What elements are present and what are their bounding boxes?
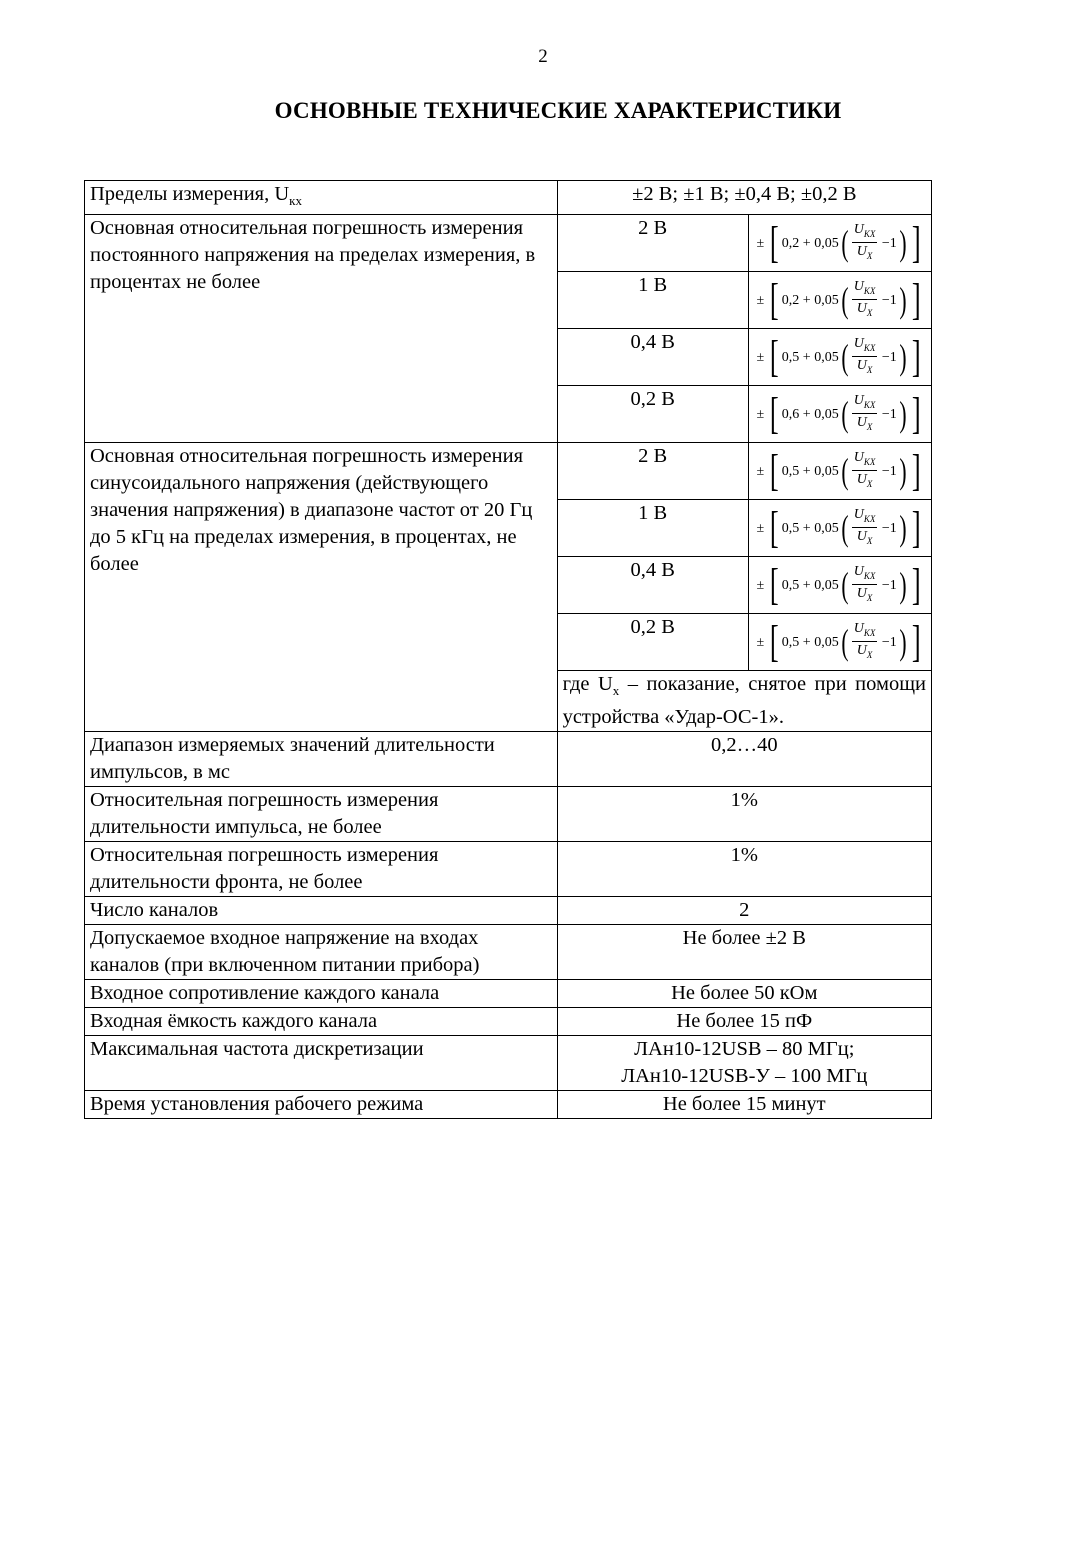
formula-cell: [748, 500, 931, 557]
label-cell: [85, 181, 558, 215]
error-formula: ± [ 0,2 + 0,05 ( $\frac{U_{KX}}{U_X}$ −1 ) ]: [756, 275, 921, 325]
range-cell: 2 В: [557, 215, 748, 272]
limits-label: Пределы измерения, U: [90, 183, 290, 205]
value-cell: Не более ±2 В: [557, 925, 931, 980]
label-cell: Время установления рабочего режима: [85, 1091, 558, 1119]
value-cell: Не более 50 кОм: [557, 980, 931, 1008]
error-formula: ± [ 0,5 + 0,05 ( $\frac{U_{KX}}{U_X}$ −1 ) ]: [756, 332, 921, 382]
plus-minus: ±: [756, 235, 765, 251]
label-cell: Число каналов: [85, 897, 558, 925]
dc-error-label: Основная относительная погрешность измерения постоянного напряжения на пределах измерения, в процентах не более: [85, 215, 558, 443]
label-cell: Входное сопротивление каждого канала: [85, 980, 558, 1008]
formula-cell: [748, 557, 931, 614]
error-formula: ± [ 0,5 + 0,05 ( $\frac{U_{KX}}{U_X}$ −1 ) ]: [756, 446, 921, 496]
label-cell: Относительная погрешность измерения длительности фронта, не более: [85, 842, 558, 897]
formula-cell: [748, 215, 931, 272]
value-cell: [557, 1036, 931, 1091]
label-cell: Допускаемое входное напряжение на входах каналов (при включенном питании прибора): [85, 925, 558, 980]
error-formula: ± [ 0,6 + 0,05 ( $\frac{U_{KX}}{U_X}$ −1 ) ]: [756, 389, 921, 439]
label-cell: Входная ёмкость каждого канала: [85, 1008, 558, 1036]
table-row: [85, 842, 932, 897]
table-row: [85, 787, 932, 842]
sampling-rate-line-2: ЛАн10-12USB-У – 100 МГц: [621, 1065, 868, 1088]
ac-error-label: Основная относительная погрешность измерения синусоидального напряжения (действующего значения напряжения) в диапазоне частот от 20 Гц до 5 кГц на пределах измерения, в процентах, не более: [85, 443, 558, 732]
value-cell: Не более 15 пФ: [557, 1008, 931, 1036]
table-row: [85, 925, 932, 980]
range-cell: 0,2 В: [557, 614, 748, 671]
formula-cell: [748, 329, 931, 386]
label-cell: Максимальная частота дискретизации: [85, 1036, 558, 1091]
page-number: 2: [538, 46, 548, 67]
range-cell: 0,2 В: [557, 386, 748, 443]
range-cell: 0,4 В: [557, 329, 748, 386]
value-cell: 1%: [557, 787, 931, 842]
table-row: [85, 732, 932, 787]
table-row: [85, 215, 932, 272]
formula-cell: [748, 272, 931, 329]
range-cell: 0,4 В: [557, 557, 748, 614]
page-title: ОСНОВНЫЕ ТЕХНИЧЕСКИЕ ХАРАКТЕРИСТИКИ: [274, 98, 842, 123]
range-cell: 1 В: [557, 500, 748, 557]
value-cell: 0,2…40: [557, 732, 931, 787]
formula-cell: [748, 614, 931, 671]
table-row: [85, 181, 932, 215]
limits-value: ±2 В; ±1 В; ±0,4 В; ±0,2 В: [557, 181, 931, 215]
range-cell: 1 В: [557, 272, 748, 329]
error-formula: ± [ 0,5 + 0,05 ( $\frac{U_{KX}}{U_X}$ −1 ) ]: [756, 560, 921, 610]
value-cell: Не более 15 минут: [557, 1091, 931, 1119]
table-row: [85, 443, 932, 500]
formula-a: 0,2: [781, 235, 800, 251]
plus: +: [802, 235, 811, 251]
error-formula: ± [ 0,5 + 0,05 ( $\frac{U_{KX}}{U_X}$ −1 ) ]: [756, 503, 921, 553]
table-row: [85, 897, 932, 925]
error-formula: ± [ 0,5 + 0,05 ( $\frac{U_{KX}}{U_X}$ −1 ) ]: [756, 617, 921, 667]
sampling-rate-line-1: ЛАн10-12USB – 80 МГц;: [634, 1038, 855, 1061]
label-cell: Относительная погрешность измерения длительности импульса, не более: [85, 787, 558, 842]
table-row: [85, 1008, 932, 1036]
table-row: [85, 980, 932, 1008]
error-formula: ± [ 0,2 + 0,05 ( $\frac{U_{KX}}{U_X}$ −1 ) ]: [756, 218, 921, 268]
specifications-table: [84, 180, 932, 1119]
formula-cell: [748, 443, 931, 500]
label-cell: Диапазон измеряемых значений длительности импульсов, в мс: [85, 732, 558, 787]
value-cell: 1%: [557, 842, 931, 897]
table-row: [85, 1091, 932, 1119]
value-cell: 2: [557, 897, 931, 925]
ux-note: где $U_x$ – показание, снятое при помощи устройства «Удар-ОС-1».: [557, 671, 931, 732]
formula-b: 0,05: [814, 235, 839, 251]
formula-cell: [748, 386, 931, 443]
limits-label-sub: кх: [289, 193, 302, 209]
table-row: [85, 1036, 932, 1091]
range-cell: 2 В: [557, 443, 748, 500]
